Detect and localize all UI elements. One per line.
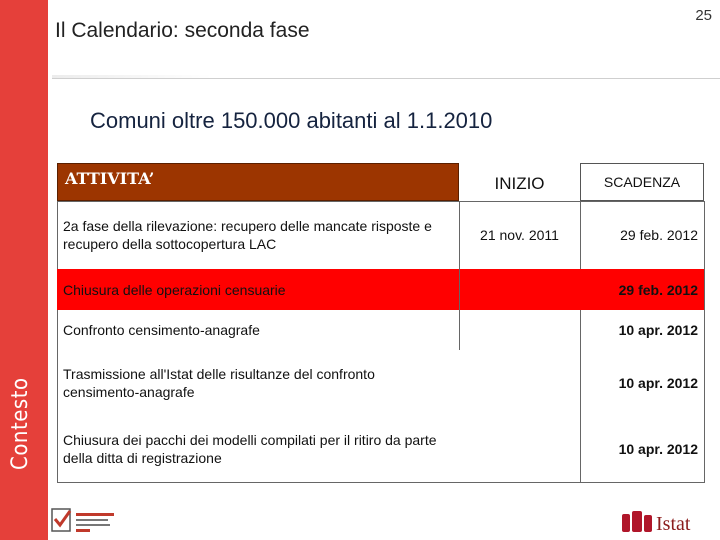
table-row-5-attivita: Chiusura dei pacchi dei modelli compilati per il ritiro da parte della ditta di registrazione xyxy=(63,432,437,466)
page-title: Il Calendario: seconda fase xyxy=(55,19,310,42)
page-number: 25 xyxy=(695,7,712,24)
table-row-3-scadenza: 10 apr. 2012 xyxy=(618,322,698,338)
table-row-2-scadenza: 29 feb. 2012 xyxy=(580,269,704,310)
table-row-3-inizio xyxy=(459,310,580,350)
header-scadenza: SCADENZA xyxy=(580,163,704,201)
table-border-right xyxy=(704,201,705,482)
table-row-1-attivita xyxy=(57,201,459,269)
sidebar xyxy=(0,0,48,540)
table-row-4-attivita: Trasmissione all'Istat delle risultanze del confronto censimento-anagrafe xyxy=(63,366,375,400)
sidebar-label: Contesto xyxy=(8,377,33,470)
slide-subtitle: Comuni oltre 150.000 abitanti al 1.1.2010 xyxy=(90,108,493,133)
table-rule-bottom xyxy=(57,482,705,483)
table-row-5-scadenza: 10 apr. 2012 xyxy=(618,441,698,457)
table-row-3-attivita: Confronto censimento-anagrafe xyxy=(63,322,260,338)
table-row-2-inizio xyxy=(459,269,580,310)
istat-logo-text: Istat xyxy=(656,513,691,534)
table-row-1-inizio: 21 nov. 2011 xyxy=(480,227,559,243)
row-1-text: : recupero delle mancate risposte e recupero della sottocopertura LAC xyxy=(63,218,432,252)
istat-logo xyxy=(620,508,712,534)
table-row-2-attivita: Chiusura delle operazioni censuarie xyxy=(57,269,459,310)
title-rule xyxy=(52,78,720,79)
table-row-4-scadenza: 10 apr. 2012 xyxy=(618,375,698,391)
header-attivita: ATTIVITA’ xyxy=(57,163,459,201)
census-logo xyxy=(50,505,120,539)
row-1-bold-text: 2a fase della rilevazione xyxy=(63,218,214,234)
table-row-1-scadenza: 29 feb. 2012 xyxy=(620,227,698,243)
header-inizio: INIZIO xyxy=(494,174,545,193)
